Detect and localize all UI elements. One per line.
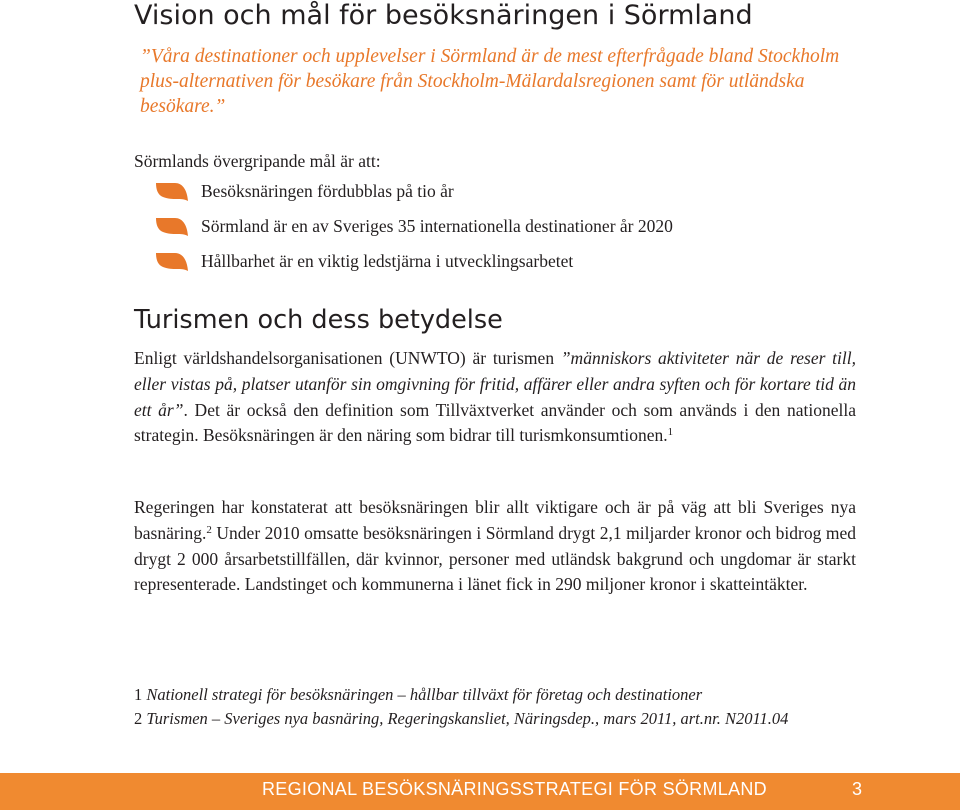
goal-item (155, 250, 574, 274)
goal-text: Sörmland är en av Sveriges 35 internationella destinationer år 2020 (201, 216, 673, 236)
page-number: 3 (852, 779, 863, 799)
footnote (134, 707, 788, 731)
footnote-text: Turismen – Sveriges nya basnäring, Regeringskansliet, Näringsdep., mars 2011, art.nr. N2011.04 (146, 709, 789, 728)
footnote-ref: 2 (206, 523, 212, 536)
definition-quote: ”människors aktiviteter när de reser till, eller vistas på, platser utanför sin omgivning för fritid, affärer eller andra syften och för kortare tid än ett år” (134, 348, 856, 420)
goal-text: Besöksnäringen fördubblas på tio år (201, 181, 454, 201)
footer-title: REGIONAL BESÖKSNÄRINGSSTRATEGI FÖR SÖRMLAND (262, 779, 767, 799)
leaf-icon (155, 182, 189, 202)
leaf-icon (155, 252, 189, 272)
footnote-number: 1 (134, 685, 143, 704)
footnote (134, 683, 788, 707)
vision-quote: ”Våra destinationer och upplevelser i Sörmland är de mest efterfrågade bland Stockholm plus-alternativen för besökare från Stockholm-Mälardalsregionen samt för utländska besökare.” (140, 46, 840, 117)
page-title: Vision och mål för besöksnäringen i Sörmland (134, 0, 753, 31)
paragraph-text: Enligt världshandelsorganisationen (UNWTO) är turismen (134, 348, 561, 368)
footer-bar (0, 773, 960, 810)
leaf-icon (155, 217, 189, 237)
goals-lead: Sörmlands övergripande mål är att: (134, 151, 381, 171)
goal-text: Hållbarhet är en viktig ledstjärna i utvecklingsarbetet (201, 251, 574, 271)
goal-item (155, 215, 673, 239)
goal-item (155, 180, 454, 204)
paragraph-text: Under 2010 omsatte besöksnäringen i Sörmland drygt 2,1 miljarder kronor och bidrog med drygt 2 000 årsarbetstillfällen, där kvinnor, personer med utländsk bakgrund och ungdomar är starkt representerade. Landstinget och kommunerna i länet fick in 290 miljoner kronor i skatteintäkter. (134, 522, 856, 595)
section-heading: Turismen och dess betydelse (134, 305, 503, 335)
footnote-text: Nationell strategi för besöksnäringen – hållbar tillväxt för företag och destinationer (146, 685, 703, 704)
paragraph-text: . Det är också den definition som Tillväxtverket använder och som används i den nationella strategin. Besöksnäringen är den näring som bidrar till turismkonsumtionen. (134, 399, 856, 446)
paragraph-basnaring (134, 495, 856, 598)
footnote-ref: 1 (667, 426, 674, 439)
paragraph-text: Regeringen har konstaterat att besöksnäringen blir allt viktigare och är på väg att bli Sveriges nya basnäring. (134, 497, 856, 543)
paragraph-definition (134, 346, 856, 449)
footnote-number: 2 (134, 709, 143, 728)
footnotes (134, 683, 788, 731)
